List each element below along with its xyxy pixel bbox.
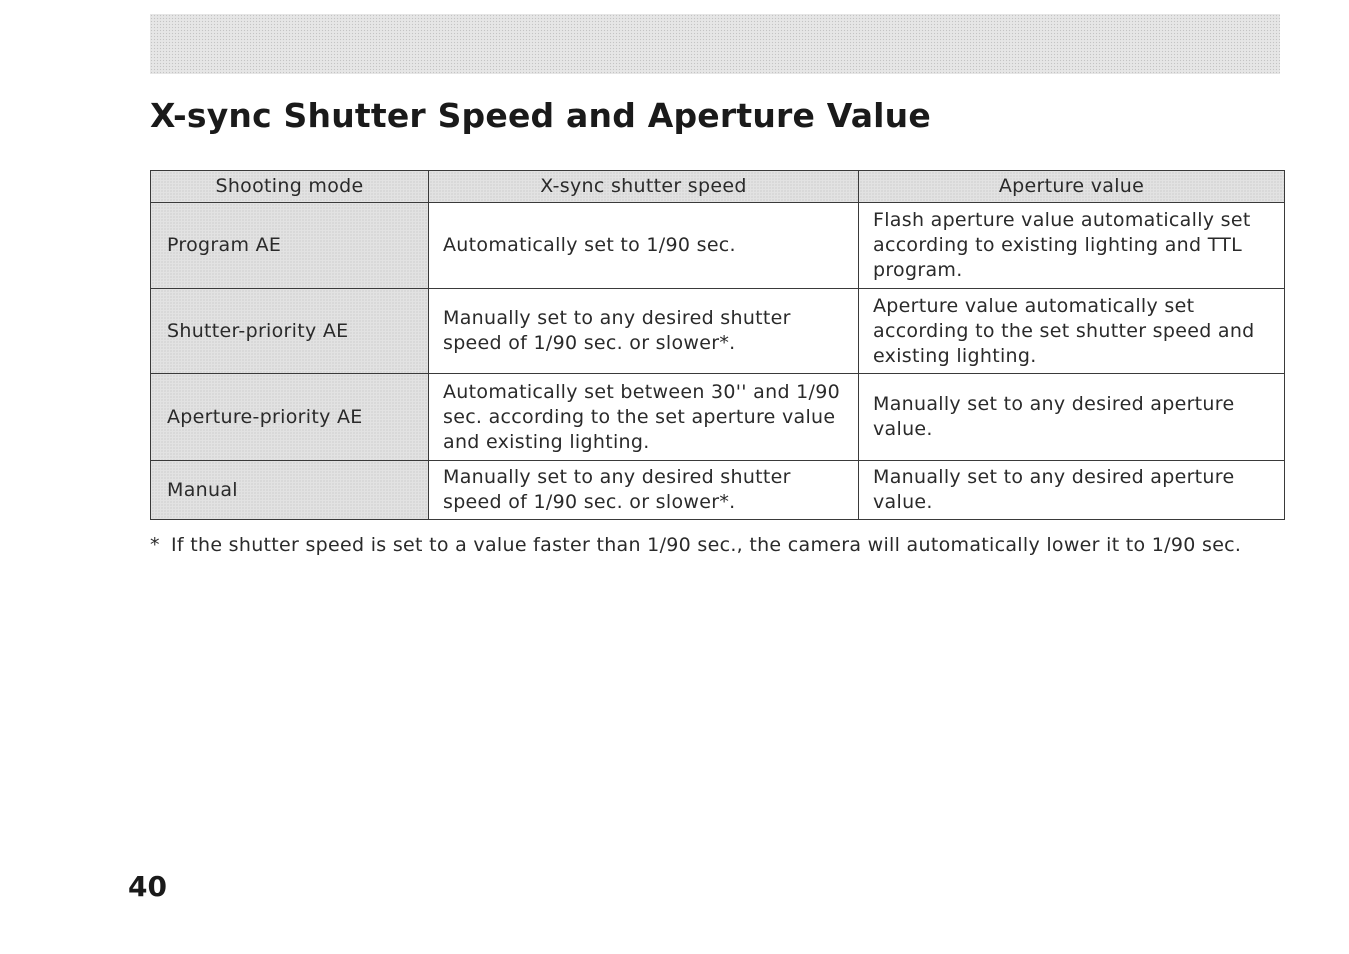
page-title: X-sync Shutter Speed and Aperture Value [150,96,931,135]
table-row [151,374,1285,461]
table-row [151,461,1285,520]
shutter-cell: Automatically set between 30'' and 1/90 sec. according to the set aperture value and existing lighting. [429,374,859,461]
footnote-text: If the shutter speed is set to a value faster than 1/90 sec., the camera will automatically lower it to 1/90 sec. [171,534,1242,556]
mode-cell: Program AE [151,203,429,289]
footnote [150,532,1280,558]
table-row [151,289,1285,374]
header-shooting-mode: Shooting mode [151,171,429,203]
header-aperture-value: Aperture value [859,171,1285,203]
aperture-cell: Flash aperture value automatically set according to existing lighting and TTL program. [859,203,1285,289]
header-band [150,14,1280,74]
shutter-cell: Automatically set to 1/90 sec. [429,203,859,289]
aperture-cell: Manually set to any desired aperture value. [859,461,1285,520]
page-number: 40 [128,870,167,903]
aperture-cell: Aperture value automatically set according to the set shutter speed and existing lighting. [859,289,1285,374]
shutter-cell: Manually set to any desired shutter speed of 1/90 sec. or slower*. [429,289,859,374]
mode-cell: Manual [151,461,429,520]
mode-cell: Shutter-priority AE [151,289,429,374]
mode-cell: Aperture-priority AE [151,374,429,461]
table-row [151,203,1285,289]
shutter-cell: Manually set to any desired shutter speed of 1/90 sec. or slower*. [429,461,859,520]
footnote-marker: * [150,534,160,556]
xsync-table [150,170,1285,520]
header-xsync-shutter-speed: X-sync shutter speed [429,171,859,203]
aperture-cell: Manually set to any desired aperture value. [859,374,1285,461]
table-header-row [151,171,1285,203]
